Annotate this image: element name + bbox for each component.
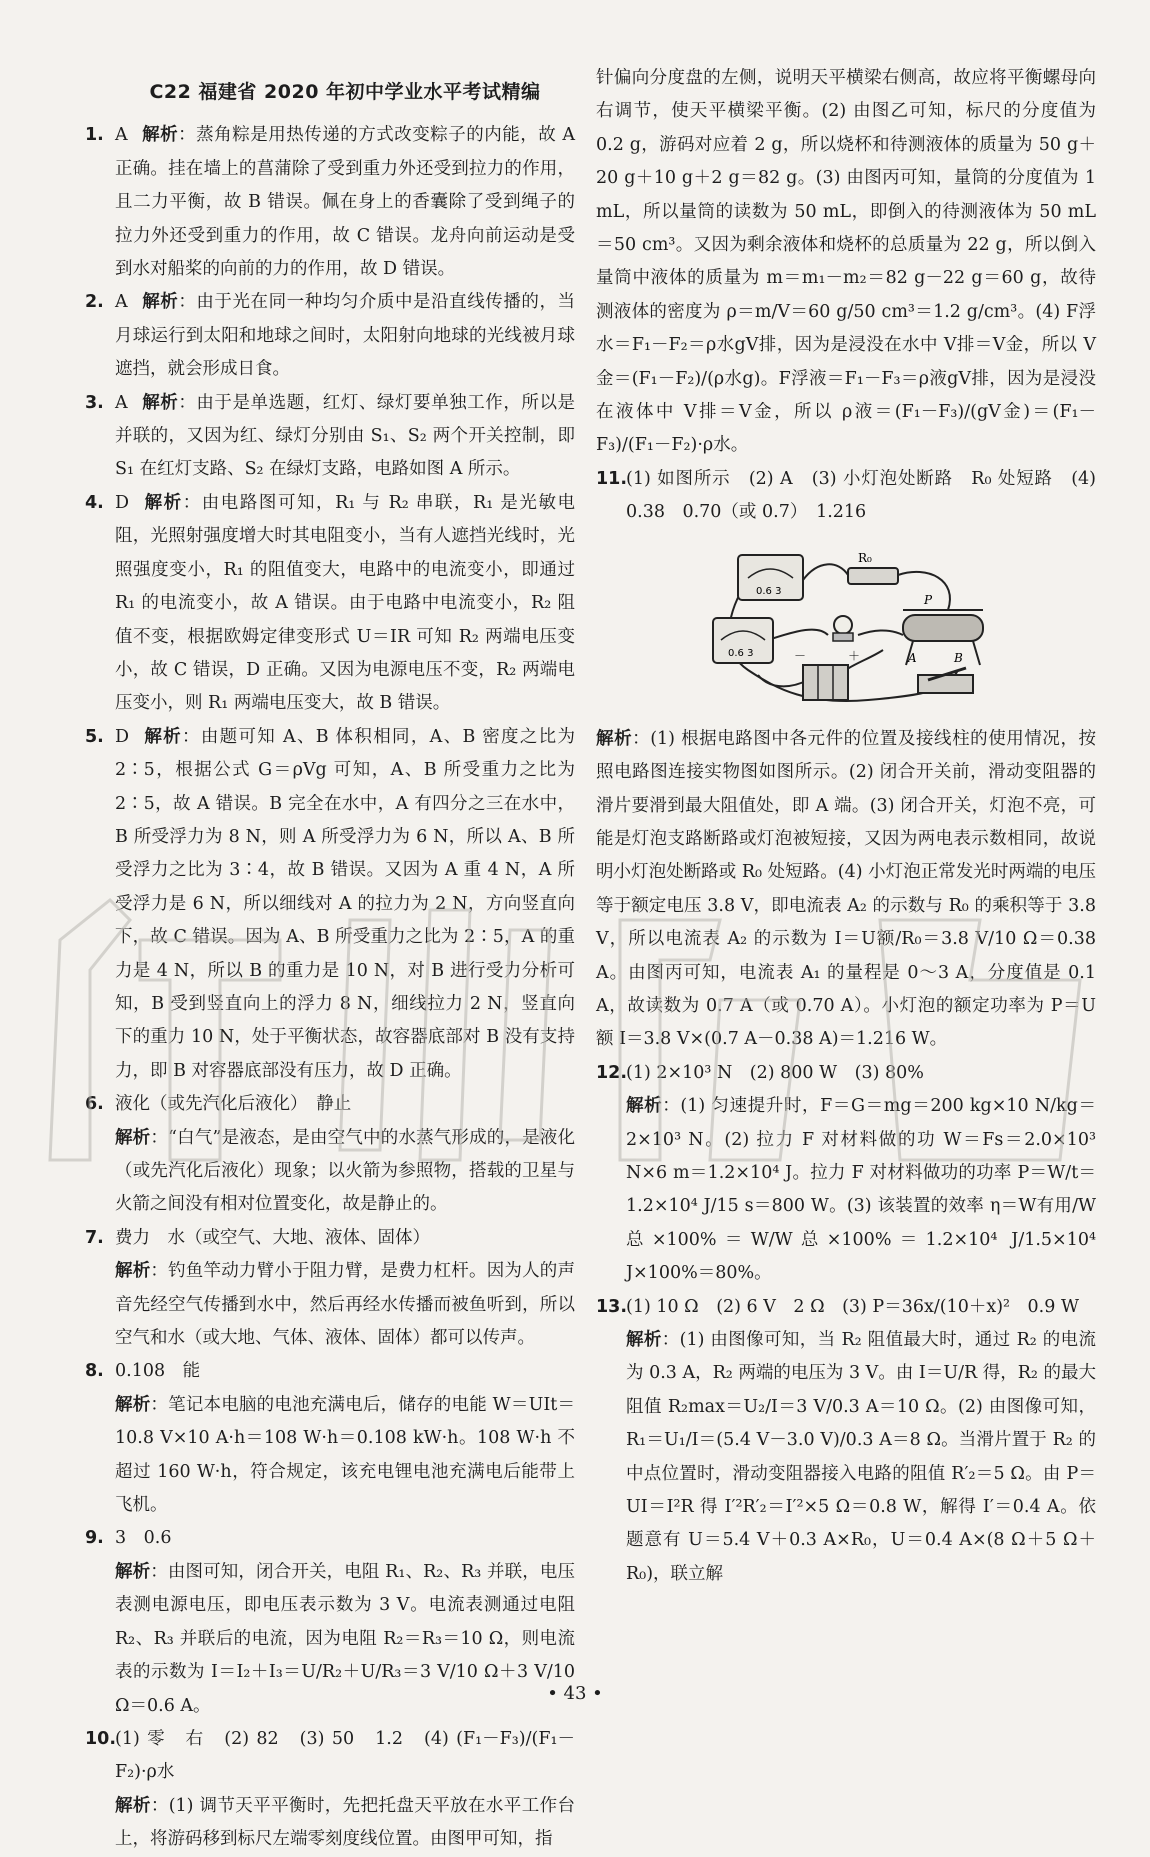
analysis-label: 解析 — [115, 1394, 151, 1415]
answer-item-2 — [85, 286, 575, 386]
item-number: 2. — [85, 292, 104, 313]
answer-item-1 — [85, 119, 575, 286]
r0-label: R₀ — [858, 550, 872, 565]
item-number: 13. — [596, 1296, 628, 1317]
page-title: C22 福建省 2020 年初中学业水平考试精编 — [149, 81, 541, 103]
meter-label: 0.6 3 — [756, 585, 782, 597]
minus-label: － — [794, 648, 807, 663]
item-analysis: ：由于是单选题，红灯、绿灯要单独工作，所以是并联的，又因为红、绿灯分别由 S₁、S₂ 两个开关控制，即 S₁ 在红灯支路、S₂ 在绿灯支路，电路如图 A 所示。 — [115, 392, 576, 480]
switch-icon — [918, 668, 973, 693]
item-analysis: ：由图可知，闭合开关，电阻 R₁、R₂、R₃ 并联，电压表测电源电压，即电压表示数为 3 V。电流表测通过电阻 R₂、R₃ 并联后的电流，因为电阻 R₂＝R₃＝10 Ω，则电流表的示数为 I＝I₂＋I₃＝U/R₂＋U/R₃＝3 V/10 Ω＋3 V/10 Ω＝0.6 A。 — [115, 1561, 575, 1716]
item-number: 6. — [85, 1094, 104, 1115]
item-10-continued: 针偏向分度盘的左侧，说明天平横梁右侧高，故应将平衡螺母向右调节，使天平横梁平衡。(2) 由图乙可知，标尺的分度值为 0.2 g，游码对应着 2 g，所以烧杯和待测液体的质量为 50 g＋20 g＋10 g＋2 g＝82 g。(3) 由图丙可知，量筒的分度值为 1 mL，所以量筒的读数为 50 mL，即倒入的待测液体为 50 mL＝50 cm³。又因为剩余液体和烧杯的总质量为 22 g，所以倒入量筒中液体的质量为 m＝m₁－m₂＝82 g－22 g＝60 g，故待测液体的密度为 ρ＝m/V＝60 g/50 cm³＝1.2 g/cm³。(4) F浮水＝F₁－F₂＝ρ水gV排，因为是浸没在水中 V排＝V金，所以 V金＝(F₁－F₂)/(ρ水g)。F浮液＝F₁－F₃＝ρ液gV排，因为是浸没在液体中 V排＝V金，所以 ρ液＝(F₁－F₃)/(gV金)＝(F₁－F₃)/(F₁－F₂)·ρ水。 — [596, 68, 1096, 456]
slider-label: P — [924, 592, 933, 607]
item-analysis: ：蒸角粽是用热传递的方式改变粽子的内能，故 A 正确。挂在墙上的菖蒲除了受到重力外还受到拉力的作用，且二力平衡，故 B 错误。佩在身上的香囊除了受到绳子的拉力外还受到重力的作用，故 C 错误。龙舟向前运动是受到水对船桨的向前的力的作用，故 D 错误。 — [115, 125, 576, 280]
analysis-label: 解析 — [143, 726, 183, 747]
answer-item-3 — [85, 387, 575, 487]
ammeter-a1 — [713, 618, 773, 663]
item-answer: (1) 零 右 (2) 82 (3) 50 1.2 (4) (F₁－F₃)/(F₁－F₂)·ρ水 — [115, 1728, 575, 1783]
page-number: • 43 • — [547, 1683, 603, 1704]
answer-item-8 — [85, 1355, 575, 1522]
answer-item-5 — [85, 721, 575, 1088]
answer-item-4 — [85, 487, 575, 721]
item-number: 10. — [85, 1728, 117, 1749]
resistor-r0 — [848, 551, 898, 584]
item-analysis: ：由于光在同一种均匀介质中是沿直线传播的，当月球运行到太阳和地球之间时，太阳射向地球的光线被月球遮挡，就会形成日食。 — [115, 292, 576, 380]
item-analysis: ：(1) 调节天平平衡时，先把托盘天平放在水平工作台上，将游码移到标尺左端零刻度线位置。由图甲可知，指 — [115, 1795, 575, 1850]
analysis-label: 解析 — [626, 1330, 662, 1350]
item-answer: (1) 如图所示 (2) A (3) 小灯泡处断路 R₀ 处短路 (4) 0.38 0.70（或 0.7） 1.216 — [626, 468, 1096, 523]
analysis-label: 解析 — [626, 1096, 663, 1117]
right-column — [596, 62, 1096, 1591]
item-answer: (1) 2×10³ N (2) 800 W (3) 80% — [626, 1062, 924, 1083]
analysis-label: 解析 — [115, 1127, 151, 1148]
answer-item-13 — [596, 1291, 1096, 1592]
item-number: 5. — [85, 726, 104, 747]
circuit-diagram-illustration — [708, 540, 998, 715]
rheostat-icon — [903, 593, 983, 665]
item-analysis: ：由电路图可知，R₁ 与 R₂ 串联，R₁ 是光敏电阻，光照射强度增大时其电阻变小，当有人遮挡光线时，光照强度变小，R₁ 的阻值变大，电路中的电流变小，即通过 R₁ 的电流变小，故 A 错误。由于电路中电流变小，R₂ 阻值不变，根据欧姆定律变形式 U＝IR 可知 R₂ 两端电压变小，故 C 错误，D 正确。又因为电源电压不变，R₂ 两端电压变小，则 R₁ 两端电压变大，故 B 错误。 — [115, 492, 575, 714]
item-answer: D — [115, 726, 130, 747]
item-number: 12. — [596, 1062, 628, 1083]
item-number: 1. — [85, 125, 104, 146]
lamp-icon — [833, 616, 853, 641]
left-column — [85, 72, 575, 1857]
analysis-label: 解析 — [141, 125, 179, 146]
item-number: 11. — [596, 468, 628, 489]
analysis-label: 解析 — [596, 728, 633, 749]
item-answer: A — [115, 392, 128, 413]
item-answer: (1) 10 Ω (2) 6 V 2 Ω (3) P＝36x/(10＋x)² 0.9 W — [626, 1296, 1079, 1317]
item-analysis: ：由题可知 A、B 体积相同，A、B 密度之比为 2∶5，根据公式 G＝ρVg 可知，A、B 所受重力之比为 2∶5，故 A 错误。B 完全在水中，A 有四分之三在水中，B 所受浮力为 8 N，则 A 所受浮力为 6 N，所以 A、B 所受浮力之比为 3∶4，故 B 错误。又因为 A 重 4 N，A 所受浮力是 6 N，所以细线对 A 的拉力为 2 N，方向竖直向下，故 C 错误。因为 A、B 所受重力之比为 2∶5，A 的重力是 4 N，所以 B 的重力是 10 N，对 B 进行受力分析可知，B 受到竖直向上的浮力 8 N，细线拉力 2 N，竖直向下的重力 10 N，处于平衡状态，故容器底部对 B 没有支持力，即 B 对容器底部没有压力，故 D 正确。 — [115, 726, 576, 1081]
analysis-label: 解析 — [141, 392, 179, 413]
item-analysis: ：钓鱼竿动力臂小于阻力臂，是费力杠杆。因为人的声音先经空气传播到水中，然后再经水传播而被鱼听到，所以空气和水（或大地、气体、液体、固体）都可以传声。 — [115, 1261, 576, 1349]
battery-icon — [794, 649, 860, 700]
item-number: 4. — [85, 492, 104, 513]
item-number: 8. — [85, 1361, 104, 1382]
item-number: 3. — [85, 392, 104, 413]
analysis-label: 解析 — [143, 492, 183, 513]
item-answer: 3 0.6 — [115, 1528, 172, 1549]
item-answer: 费力 水（或空气、大地、液体、固体） — [115, 1227, 430, 1248]
item-answer: 0.108 能 — [115, 1361, 201, 1382]
item-analysis: ：笔记本电脑的电池充满电后，储存的电能 W＝UIt＝10.8 V×10 A·h＝108 W·h＝0.108 kW·h。108 W·h 不超过 160 W·h，符合规定，该充电锂电池充满电后能带上飞机。 — [115, 1394, 575, 1516]
item-answer: A — [115, 292, 128, 313]
answer-item-7 — [85, 1222, 575, 1356]
analysis-label: 解析 — [115, 1561, 151, 1582]
terminal-b-label: B — [954, 650, 963, 665]
item-analysis: ：(1) 由图像可知，当 R₂ 阻值最大时，通过 R₂ 的电流为 0.3 A，R₂ 两端的电压为 3 V。由 I＝U/R 得，R₂ 的最大阻值 R₂max＝U₂/I＝3 V/0.3 A＝10 Ω。(2) 由图像可知，R₁＝U₁/I＝(5.4 V－3.0 V)/0.3 A＝8 Ω。当滑片置于 R₂ 的中点位置时，滑动变阻器接入电路的阻值 R′₂＝5 Ω。由 P＝UI＝I²R 得 I′²R′₂＝I′²×5 Ω＝0.8 W，解得 I′＝0.4 A。依题意有 U＝5.4 V＋0.3 A×R₀，U＝0.4 A×(8 Ω＋5 Ω＋R₀)，联立解 — [626, 1330, 1097, 1584]
answer-item-10 — [85, 1723, 575, 1857]
item-analysis: ：(1) 匀速提升时，F＝G＝mg＝200 kg×10 N/kg＝2×10³ N。(2) 拉力 F 对材料做的功 W＝Fs＝2.0×10³ N×6 m＝1.2×10⁴ J。拉力 F 对材料做功的功率 P＝W/t＝1.2×10⁴ J/15 s＝800 W。(3) 该装置的效率 η＝W有用/W总×100%＝W/W总×100%＝1.2×10⁴ J/1.5×10⁴ J×100%＝80%。 — [626, 1096, 1096, 1284]
meter-label: 0.6 3 — [728, 647, 754, 659]
analysis-label: 解析 — [115, 1795, 151, 1816]
analysis-label: 解析 — [115, 1261, 151, 1282]
answer-item-11 — [596, 463, 1096, 530]
analysis-label: 解析 — [141, 292, 179, 313]
item-number: 7. — [85, 1227, 104, 1248]
item-answer: A — [115, 125, 128, 146]
item-analysis: ：“白气”是液态，是由空气中的水蒸气形成的，是液化（或先汽化后液化）现象；以火箭为参照物，搭载的卫星与火箭之间没有相对位置变化，故是静止的。 — [115, 1127, 575, 1215]
ammeter-a2 — [738, 555, 803, 600]
item-number: 9. — [85, 1528, 104, 1549]
item-answer: 液化（或先汽化后液化） 静止 — [115, 1094, 352, 1115]
terminal-a-label: A — [908, 650, 917, 665]
answer-item-12 — [596, 1057, 1096, 1291]
plus-label: ＋ — [848, 648, 861, 663]
item-11-analysis: ：(1) 根据电路图中各元件的位置及接线柱的使用情况，按照电路图连接实物图如图所示。(2) 闭合开关前，滑动变阻器的滑片要滑到最大阻值处，即 A 端。(3) 闭合开关，灯泡不亮，可能是灯泡支路断路或灯泡被短接，又因为两电表示数相同，故说明小灯泡处断路或 R₀ 处短路。(4) 小灯泡正常发光时两端的电压等于额定电压 3.8 V，即电流表 A₂ 的示数与 R₀ 的乘积等于 3.8 V，所以电流表 A₂ 的示数为 I＝U额/R₀＝3.8 V/10 Ω＝0.38 A。由图丙可知，电流表 A₁ 的量程是 0～3 A，分度值是 0.1 A，故读数为 0.7 A（或 0.70 A）。小灯泡的额定功率为 P＝U额 I＝3.8 V×(0.7 A－0.38 A)＝1.216 W。 — [596, 728, 1097, 1050]
answer-item-6 — [85, 1088, 575, 1222]
item-answer: D — [115, 492, 130, 513]
